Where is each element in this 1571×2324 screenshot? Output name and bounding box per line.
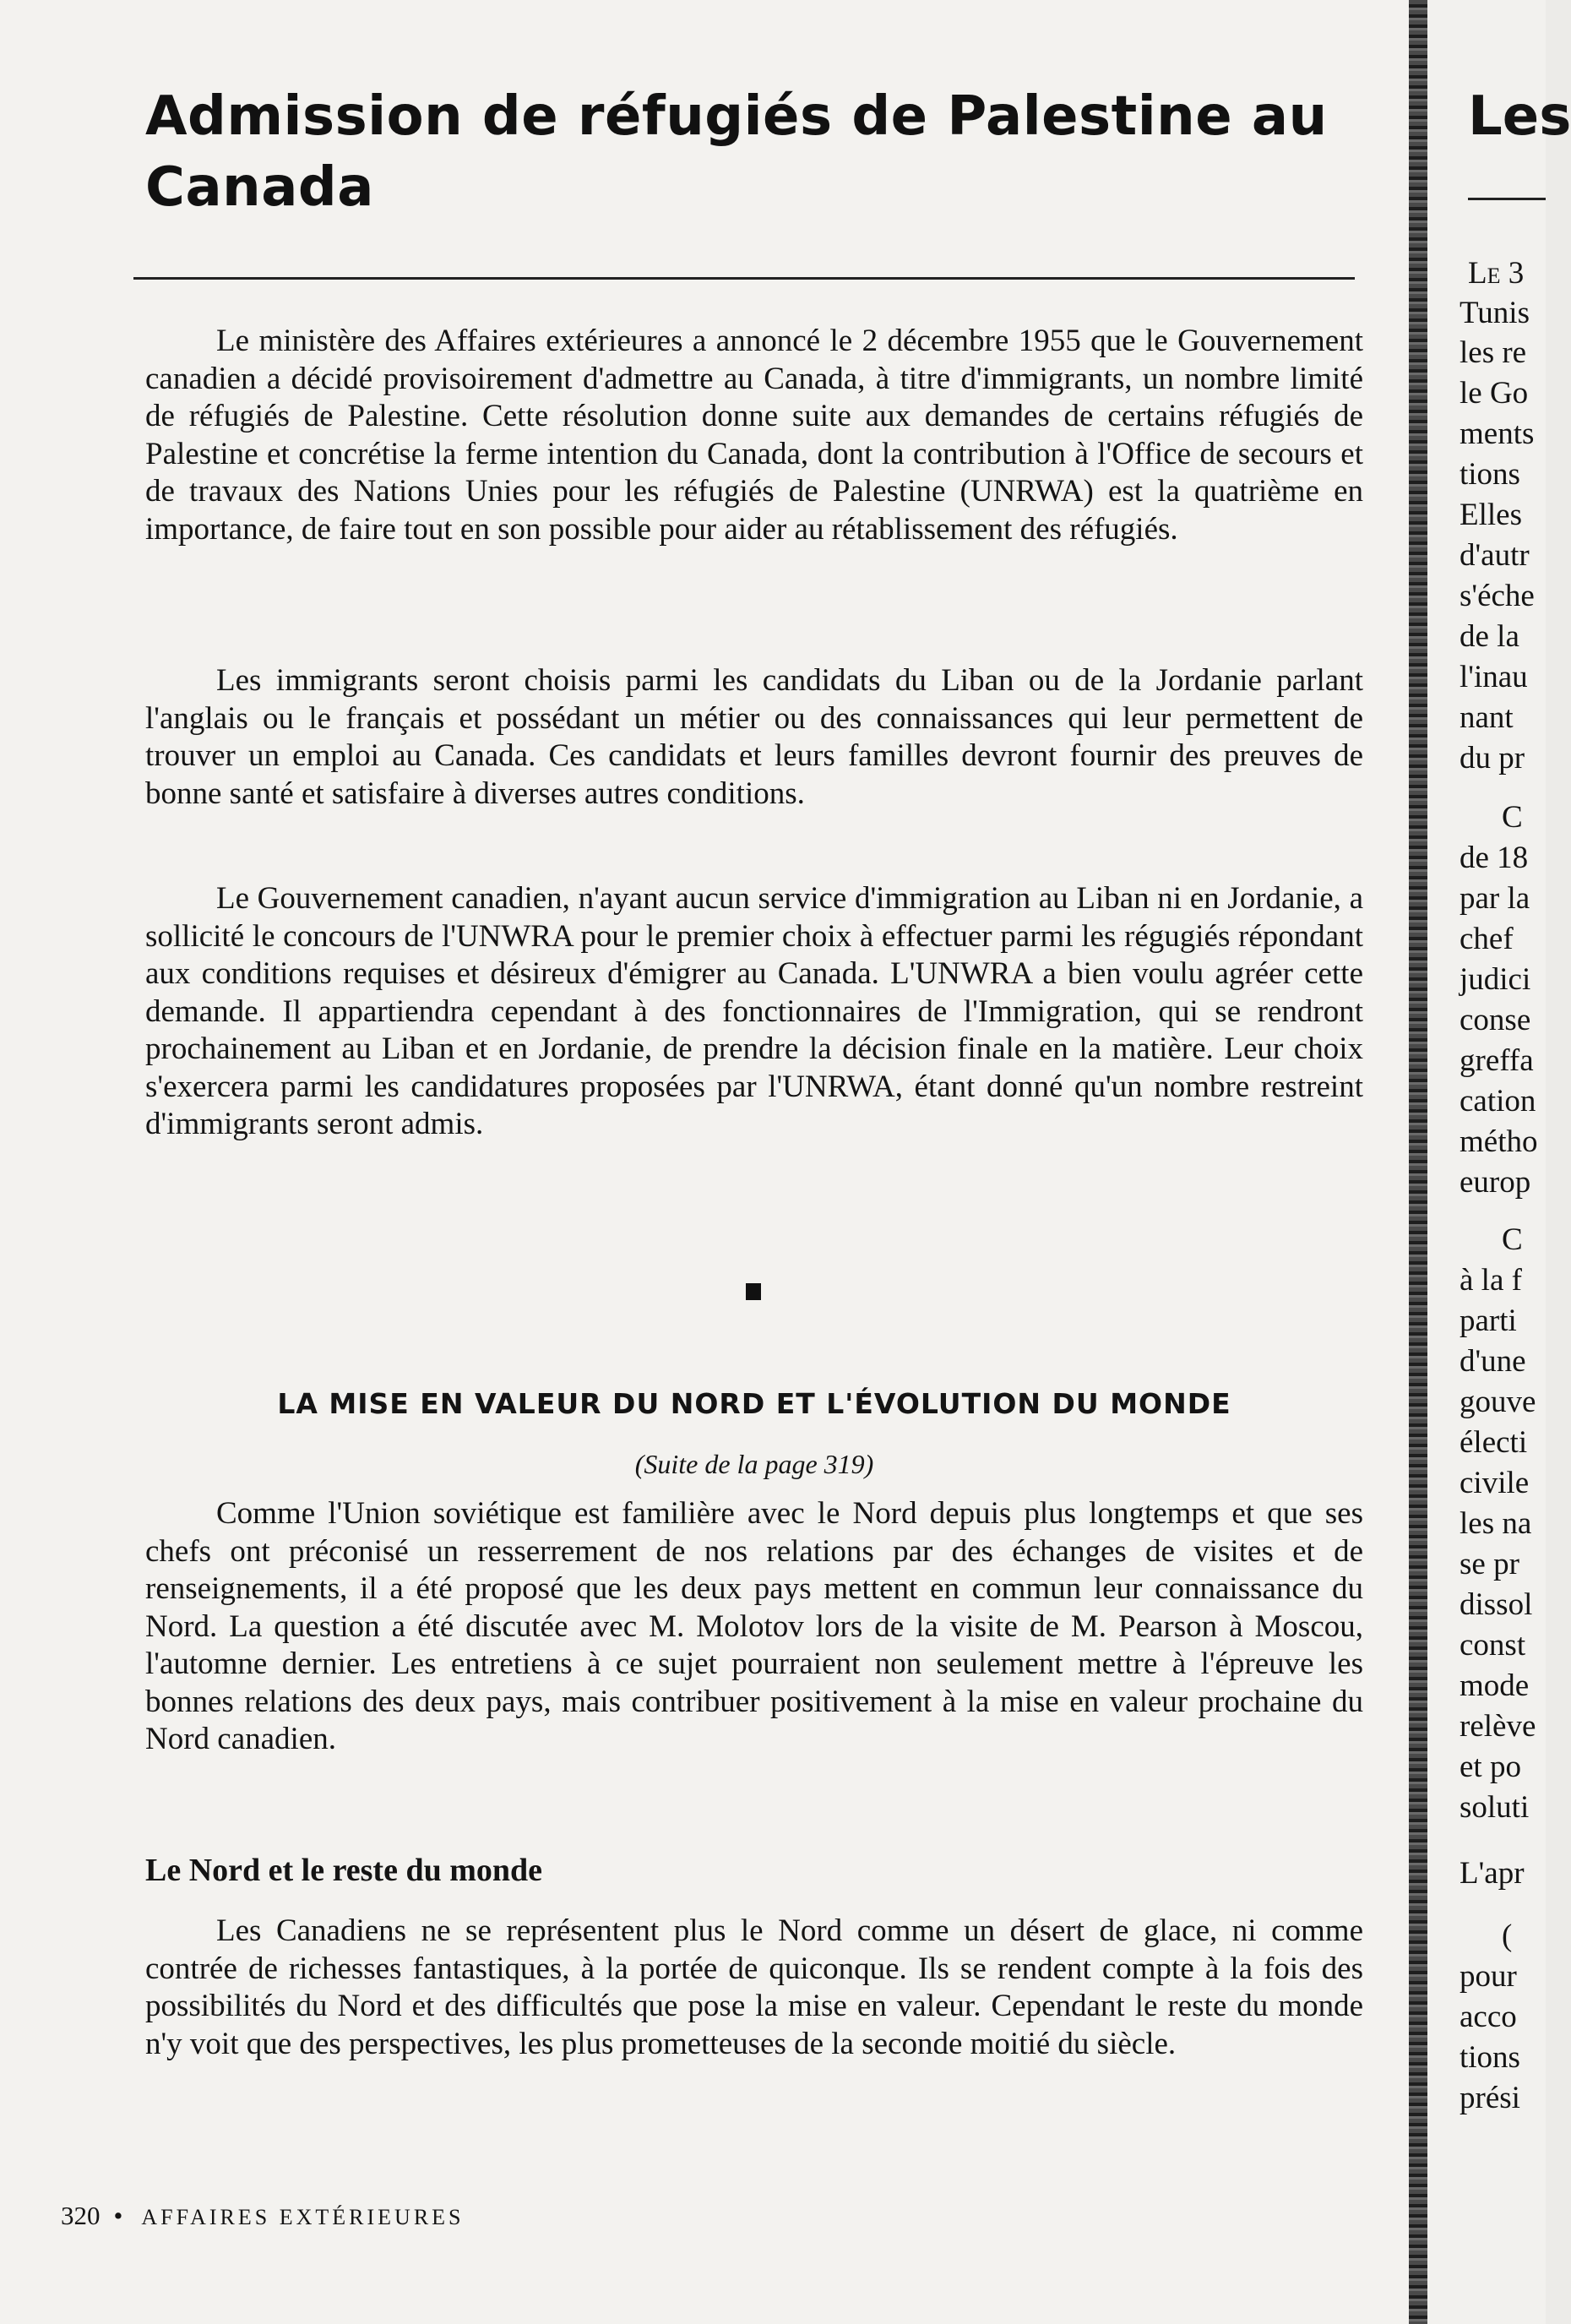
right-text-line: gouve xyxy=(1460,1385,1536,1419)
right-text-line: acco xyxy=(1460,2000,1517,2034)
right-text-line: chef xyxy=(1460,922,1514,956)
right-text-line: se pr xyxy=(1460,1547,1519,1581)
right-text-line: tions xyxy=(1460,457,1520,492)
subheading: Le Nord et le reste du monde xyxy=(145,1853,543,1888)
right-text-line: électi xyxy=(1460,1425,1528,1460)
right-text-line: dissol xyxy=(1460,1587,1533,1622)
right-text-line: europ xyxy=(1460,1165,1531,1200)
paragraph: Le Gouvernement canadien, n'ayant aucun service d'immigration au Liban ni en Jordanie, a sollicité le concours de l'UNWRA pour le premier choix à effectuer parmi les régugiés répondant aux conditions requises et désireux d'émigrer au Canada. L'UNWRA a bien voulu agréer cette demande. Il appartiendra cependant à des fonctionnaires de l'Immigration, qui se rendront prochainement au Liban et en Jordanie, de prendre la décision finale en la matière. Leur choix s'exercera parmi les candidatures proposées par l'UNRWA, étant donné qu'un nombre restreint d'immigrants seront admis. xyxy=(145,881,1363,1141)
right-text-line: mode xyxy=(1460,1668,1530,1703)
right-text-line: C xyxy=(1502,1222,1523,1257)
right-text-line: et po xyxy=(1460,1750,1521,1784)
right-text-line: tions xyxy=(1460,2040,1520,2075)
right-text-line: d'une xyxy=(1460,1344,1526,1379)
paragraph: Les Canadiens ne se représentent plus le Nord comme un désert de glace, ni comme contrée de richesses fantastiques, à la portée de quiconque. Ils se rendent compte à la fois des possibilités du Nord et des difficultés que pose la mise en valeur. Cependant le reste du monde n'y voit que des perspectives, les plus prometteuses de la seconde moitié du siècle. xyxy=(145,1913,1363,2061)
right-text-line: civile xyxy=(1460,1466,1530,1500)
right-text-line: d'autr xyxy=(1460,538,1530,573)
right-text-line: relève xyxy=(1460,1709,1536,1744)
right-text-line: à la f xyxy=(1460,1263,1522,1298)
page-number: 320 xyxy=(61,2201,101,2230)
right-text-line: judici xyxy=(1460,962,1531,997)
right-text-line: L'apr xyxy=(1460,1856,1525,1891)
title-divider xyxy=(133,277,1355,280)
right-text-line: pour xyxy=(1460,1959,1517,1994)
footer-separator: • xyxy=(113,2201,123,2230)
right-text-line: nant xyxy=(1460,700,1514,735)
right-text-line: les na xyxy=(1460,1506,1532,1541)
right-text-line: du pr xyxy=(1460,741,1525,776)
article-title: Admission de réfugiés de Palestine au Canada xyxy=(145,85,1328,219)
right-text-line: const xyxy=(1460,1628,1526,1663)
right-text-line: s'éche xyxy=(1460,579,1535,613)
right-text-line: ments xyxy=(1460,416,1535,451)
paragraph: Le ministère des Affaires extérieures a annoncé le 2 décembre 1955 que le Gouvernement canadien a décidé provisoirement d'admettre au Canada, à titre d'immigrants, un nombre limité de réfugiés de Palestine. Cette résolution donne suite aux demandes de certains réfugiés de Palestine et concrétise la ferme intention du Canada, dont la contribution à l'Office de secours et de travaux des Nations Unies pour les réfugiés de Palestine (UNRWA) est la quatrième en importance, de faire tout en son possible pour aider au rétablissement des réfugiés. xyxy=(145,324,1363,547)
magazine-name: AFFAIRES EXTÉRIEURES xyxy=(141,2205,465,2229)
continued-note: (Suite de la page 319) xyxy=(634,1449,874,1479)
right-text-line: Le 3 xyxy=(1468,256,1525,291)
right-page-fragment xyxy=(1427,0,1571,2324)
right-text-line: ( xyxy=(1502,1919,1513,1953)
right-text-line: métho xyxy=(1460,1124,1538,1159)
right-text-line: les re xyxy=(1460,335,1527,370)
right-text-line: cation xyxy=(1460,1084,1536,1118)
right-text-line: par la xyxy=(1460,881,1530,916)
right-title-divider xyxy=(1468,198,1546,200)
right-text-line: prési xyxy=(1460,2081,1520,2115)
right-text-line: conse xyxy=(1460,1003,1531,1037)
right-text-line: de 18 xyxy=(1460,841,1529,875)
right-text-line: greffa xyxy=(1460,1043,1534,1078)
paragraph: Les immigrants seront choisis parmi les candidats du Liban ou de la Jordanie parlant l'anglais ou le français et possédant un métier ou des connaissances qui leur permettent de trouver un emploi au Canada. Ces candidats et leurs familles devront fournir des preuves de bonne santé et satisfaire à diverses autres conditions. xyxy=(145,663,1363,811)
right-text-line: de la xyxy=(1460,619,1519,654)
section-separator-square-icon xyxy=(746,1283,761,1300)
section-title: LA MISE EN VALEUR DU NORD ET L'ÉVOLUTION DU MONDE xyxy=(277,1387,1231,1420)
right-page-title: Les xyxy=(1468,85,1571,148)
right-text-line: le Go xyxy=(1460,376,1529,411)
page-footer xyxy=(61,2199,465,2234)
right-text-line: soluti xyxy=(1460,1790,1530,1825)
right-text-line: l'inau xyxy=(1460,660,1528,694)
paragraph: Comme l'Union soviétique est familière avec le Nord depuis plus longtemps et que ses chefs ont préconisé un resserrement de nos relations par des échanges de visites et de renseignements, il a été proposé que les deux pays mettent en commun leur connaissance du Nord. La question a été discutée avec M. Molotov lors de la visite de M. Pearson à Moscou, l'automne dernier. Les entretiens à ce sujet pourraient non seulement mettre à l'épreuve les bonnes relations des deux pays, mais contribuer positivement à la mise en valeur prochaine du Nord canadien. xyxy=(145,1496,1363,1756)
right-text-line: parti xyxy=(1460,1304,1517,1338)
right-text-line: Elles xyxy=(1460,498,1522,532)
right-text-line: C xyxy=(1502,800,1523,835)
right-text-line: Tunis xyxy=(1460,296,1530,330)
binding-gutter xyxy=(1409,0,1427,2324)
